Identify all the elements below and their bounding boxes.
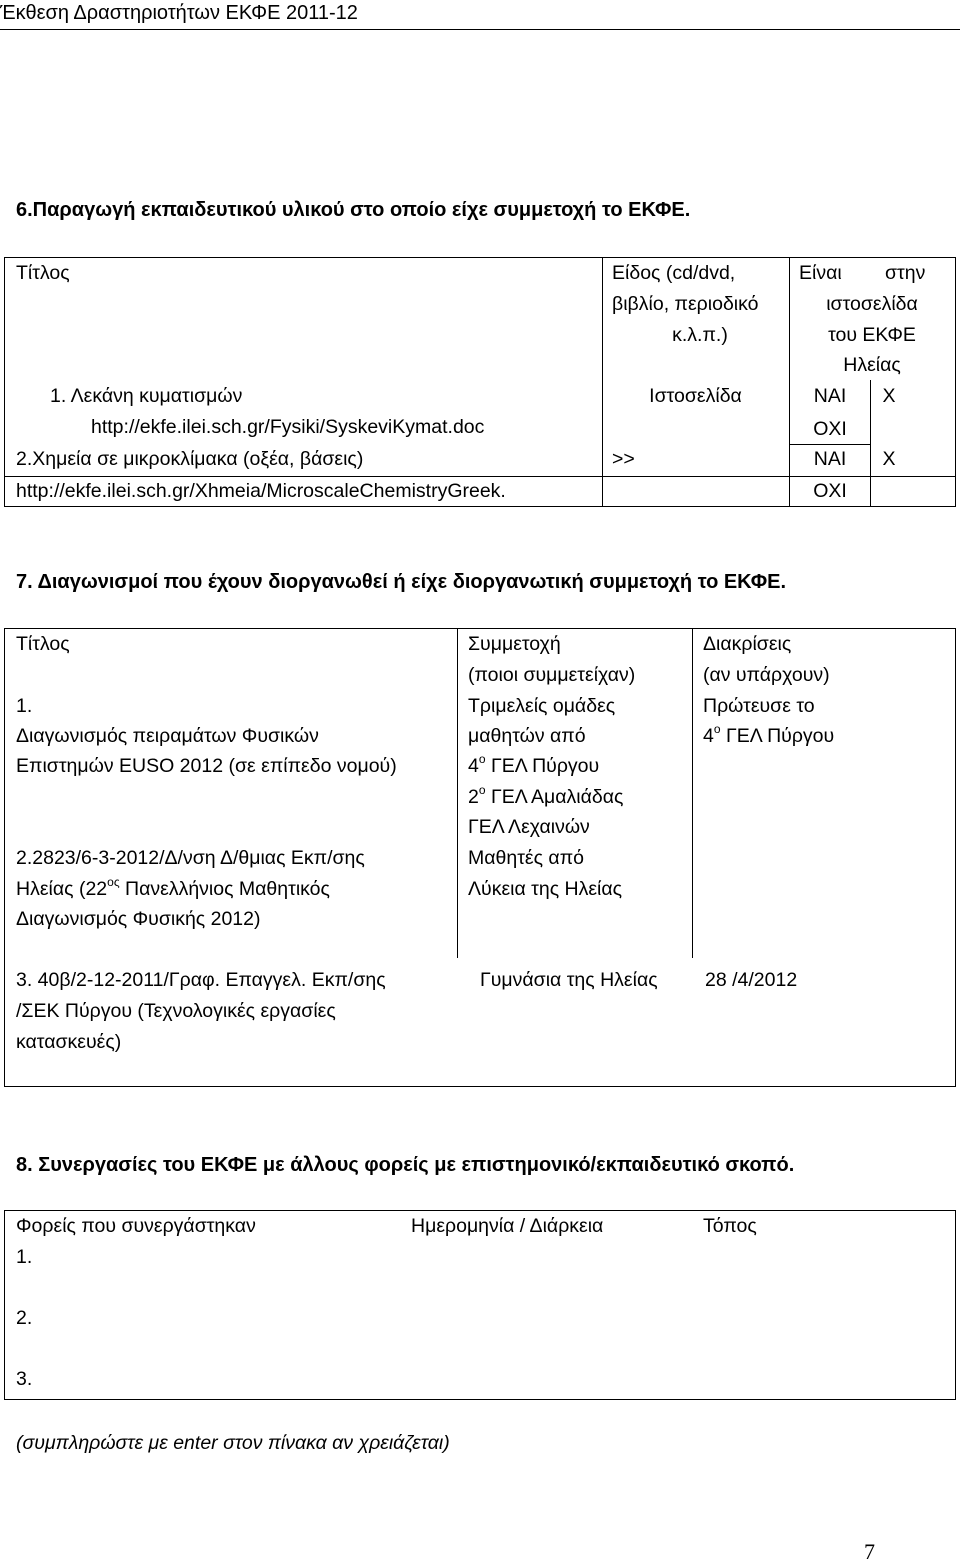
column-header-website: του ΕΚΦΕ [828,324,916,346]
column-header-type: κ.λ.π.) [672,324,728,346]
column-header-website: ιστοσελίδα [826,293,918,315]
contest-title: κατασκευές) [16,1031,122,1053]
column-header-type: βιβλίο, περιοδικό [612,293,759,315]
column-header-type: Είδος (cd/dvd, [612,262,736,284]
column-header-participation: Συμμετοχή [468,633,561,655]
table-rule [4,1399,956,1400]
column-header-website: Είναι [799,262,842,284]
contest-participants: ΓΕΛ Λεχαινών [468,816,590,838]
yes-mark: Χ [882,448,896,470]
fill-in-note: (συμπληρώστε με enter στον πίνακα αν χρειάζεται) [16,1432,450,1454]
no-label: ΟΧΙ [813,418,847,440]
page-number: 7 [864,1539,875,1564]
table-rule [4,628,5,1087]
contest-participants: Γυμνάσια της Ηλείας [480,969,658,991]
column-header-title: Τίτλος [16,633,70,655]
contest-participants: Μαθητές από [468,847,584,869]
header-divider [0,29,960,30]
column-header-date: Ημερομηνία / Διάρκεια [411,1215,604,1237]
table-rule [955,257,956,507]
contest-participants: $2^o$ ΓΕΛ Αμαλιάδας [468,783,624,808]
partner-row: 1. [16,1246,33,1268]
table-rule [955,1210,956,1400]
contest-date: 28 /4/2012 [705,969,798,991]
section8-heading: 8. Συνεργασίες του ΕΚΦΕ με άλλους φορείς με επιστημονικό/εκπαιδευτικό σκοπό. [16,1154,795,1176]
column-header-website: Ηλείας [843,354,901,376]
partner-row: 2. [16,1307,33,1329]
table-rule [4,257,5,507]
partner-row: 3. [16,1368,33,1390]
contest-participants: μαθητών από [468,725,586,747]
contest-title: Διαγωνισμός πειραμάτων Φυσικών [16,725,319,747]
table-rule [955,628,956,1087]
column-header-place: Τόπος [703,1215,757,1237]
contest-distinction: Πρώτευσε το [703,695,815,717]
contest-title: 3. 40β/2-12-2011/Γραφ. Επαγγελ. Εκπ/σης [16,969,386,991]
table-rule [4,1086,956,1087]
contest-participants: $4^o$ ΓΕΛ Πύργου [468,752,600,777]
yes-label: ΝΑΙ [813,448,847,470]
column-header-partners: Φορείς που συνεργάστηκαν [16,1215,256,1237]
section6-heading: 6.Παραγωγή εκπαιδευτικού υλικού στο οποίο είχε συμμετοχή το ΕΚΦΕ. [16,199,691,221]
contest-title: Διαγωνισμός Φυσικής 2012) [16,908,261,930]
column-header-title: Τίτλος [16,262,70,284]
yes-label: ΝΑΙ [813,385,847,407]
table-rule [692,628,693,958]
table-rule [4,1210,5,1400]
material-url: http://ekfe.ilei.sch.gr/Fysiki/SyskeviKymat.doc [91,416,485,438]
column-header-participation: (ποιοι συμμετείχαν) [468,664,636,686]
table-rule [457,628,458,958]
contest-title: /ΣΕΚ Πύργου (Τεχνολογικές εργασίες [16,1000,336,1022]
yes-mark: Χ [882,385,896,407]
column-header-website: στην [885,262,926,284]
material-url: http://ekfe.ilei.sch.gr/Xhmeia/MicroscaleChemistryGreek. [16,480,506,502]
material-title: 1. Λεκάνη κυματισμών [50,385,243,407]
document-header-title: Έκθεση Δραστηριοτήτων ΕΚΦΕ 2011-12 [0,2,358,24]
column-header-distinctions: (αν υπάρχουν) [703,664,830,686]
contest-participants: Λύκεια της Ηλείας [468,878,623,900]
contest-distinction: $4^o$ ΓΕΛ Πύργου [703,722,835,747]
column-header-distinctions: Διακρίσεις [703,633,792,655]
no-label: ΟΧΙ [813,480,847,502]
contest-title: 2.2823/6-3-2012/Δ/νση Δ/θμιας Εκπ/σης [16,847,365,869]
material-type: >> [612,448,635,470]
contest-title: Επιστημών EUSO 2012 (σε επίπεδο νομού) [16,755,397,777]
material-type: Ιστοσελίδα [649,385,742,407]
contest-participants: Τριμελείς ομάδες [468,695,616,717]
material-title: 2.Χημεία σε μικροκλίμακα (οξέα, βάσεις) [16,448,364,470]
contest-title: Ηλείας ($22^{o\varsigma}$ Πανελλήνιος Μαθητικός [16,875,330,900]
contest-title: 1. [16,695,33,717]
section7-heading: 7. Διαγωνισμοί που έχουν διοργανωθεί ή είχε διοργανωτική συμμετοχή το ΕΚΦΕ. [16,571,787,593]
